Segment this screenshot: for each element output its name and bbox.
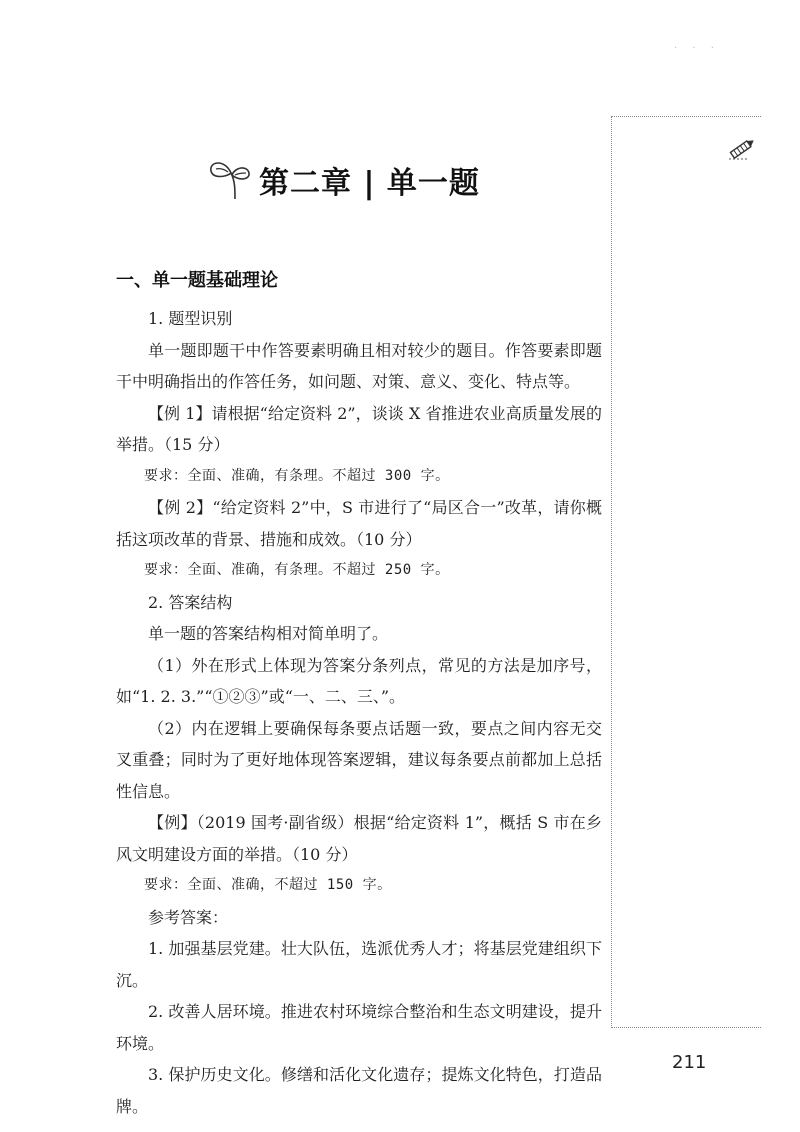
example-3: 【例】（2019 国考·副省级）根据“给定资料 1”，概括 S 市在乡风文明建设方面的举措。（10 分）	[116, 813, 602, 864]
subheading-answer-structure: 2. 答案结构	[148, 592, 233, 612]
requirement-3: 要求：全面、准确，不超过 150 字。	[144, 877, 392, 893]
paragraph-external-form: （1）外在形式上体现为答案分条列点，常见的方法是加序号，如“1. 2. 3.”“①②③”或“一、二、三、”。	[116, 655, 602, 706]
paragraph-structure-intro: 单一题的答案结构相对简单明了。	[148, 624, 389, 643]
paragraph-definition: 单一题即题干中作答要素明确且相对较少的题目。作答要素即题干中明确指出的作答任务，如问题、对策、意义、变化、特点等。	[116, 340, 602, 391]
sprout-icon	[205, 155, 255, 205]
pencil-icon	[726, 134, 758, 162]
answer-point-1: 1. 加强基层党建。壮大队伍，选派优秀人才；将基层党建组织下沉。	[116, 939, 602, 990]
margin-note-box	[611, 116, 761, 1028]
top-edge-marks: . . .	[674, 40, 720, 51]
requirement-1: 要求：全面、准确，有条理。不超过 300 字。	[144, 467, 450, 484]
chapter-title	[205, 150, 480, 210]
subheading-question-type: 1. 题型识别	[148, 309, 233, 328]
requirement-2: 要求：全面、准确，有条理。不超过 250 字。	[144, 562, 450, 578]
section-heading: 一、单一题基础理论	[116, 270, 278, 291]
paragraph-internal-logic: （2）内在逻辑上要确保每条要点话题一致，要点之间内容无交叉重叠；同时为了更好地体现答案逻辑，建议每条要点前都加上总括性信息。	[116, 718, 602, 801]
answer-point-3: 3. 保护历史文化。修缮和活化文化遗存；提炼文化特色，打造品牌。	[116, 1065, 602, 1116]
body-text	[116, 303, 602, 1122]
page-number: 211	[672, 1052, 707, 1073]
chapter-title-text: 第二章 | 单一题	[259, 166, 480, 201]
example-2: 【例 2】“给定资料 2”中，S 市进行了“局区合一”改革，请你概括这项改革的背景、措施和成效。（10 分）	[116, 498, 602, 549]
example-1: 【例 1】请根据“给定资料 2”，谈谈 X 省推进农业高质量发展的举措。（15 分）	[116, 403, 602, 454]
answer-point-2: 2. 改善人居环境。推进农村环境综合整治和生态文明建设，提升环境。	[116, 1002, 602, 1053]
reference-answer-label: 参考答案：	[148, 907, 229, 927]
